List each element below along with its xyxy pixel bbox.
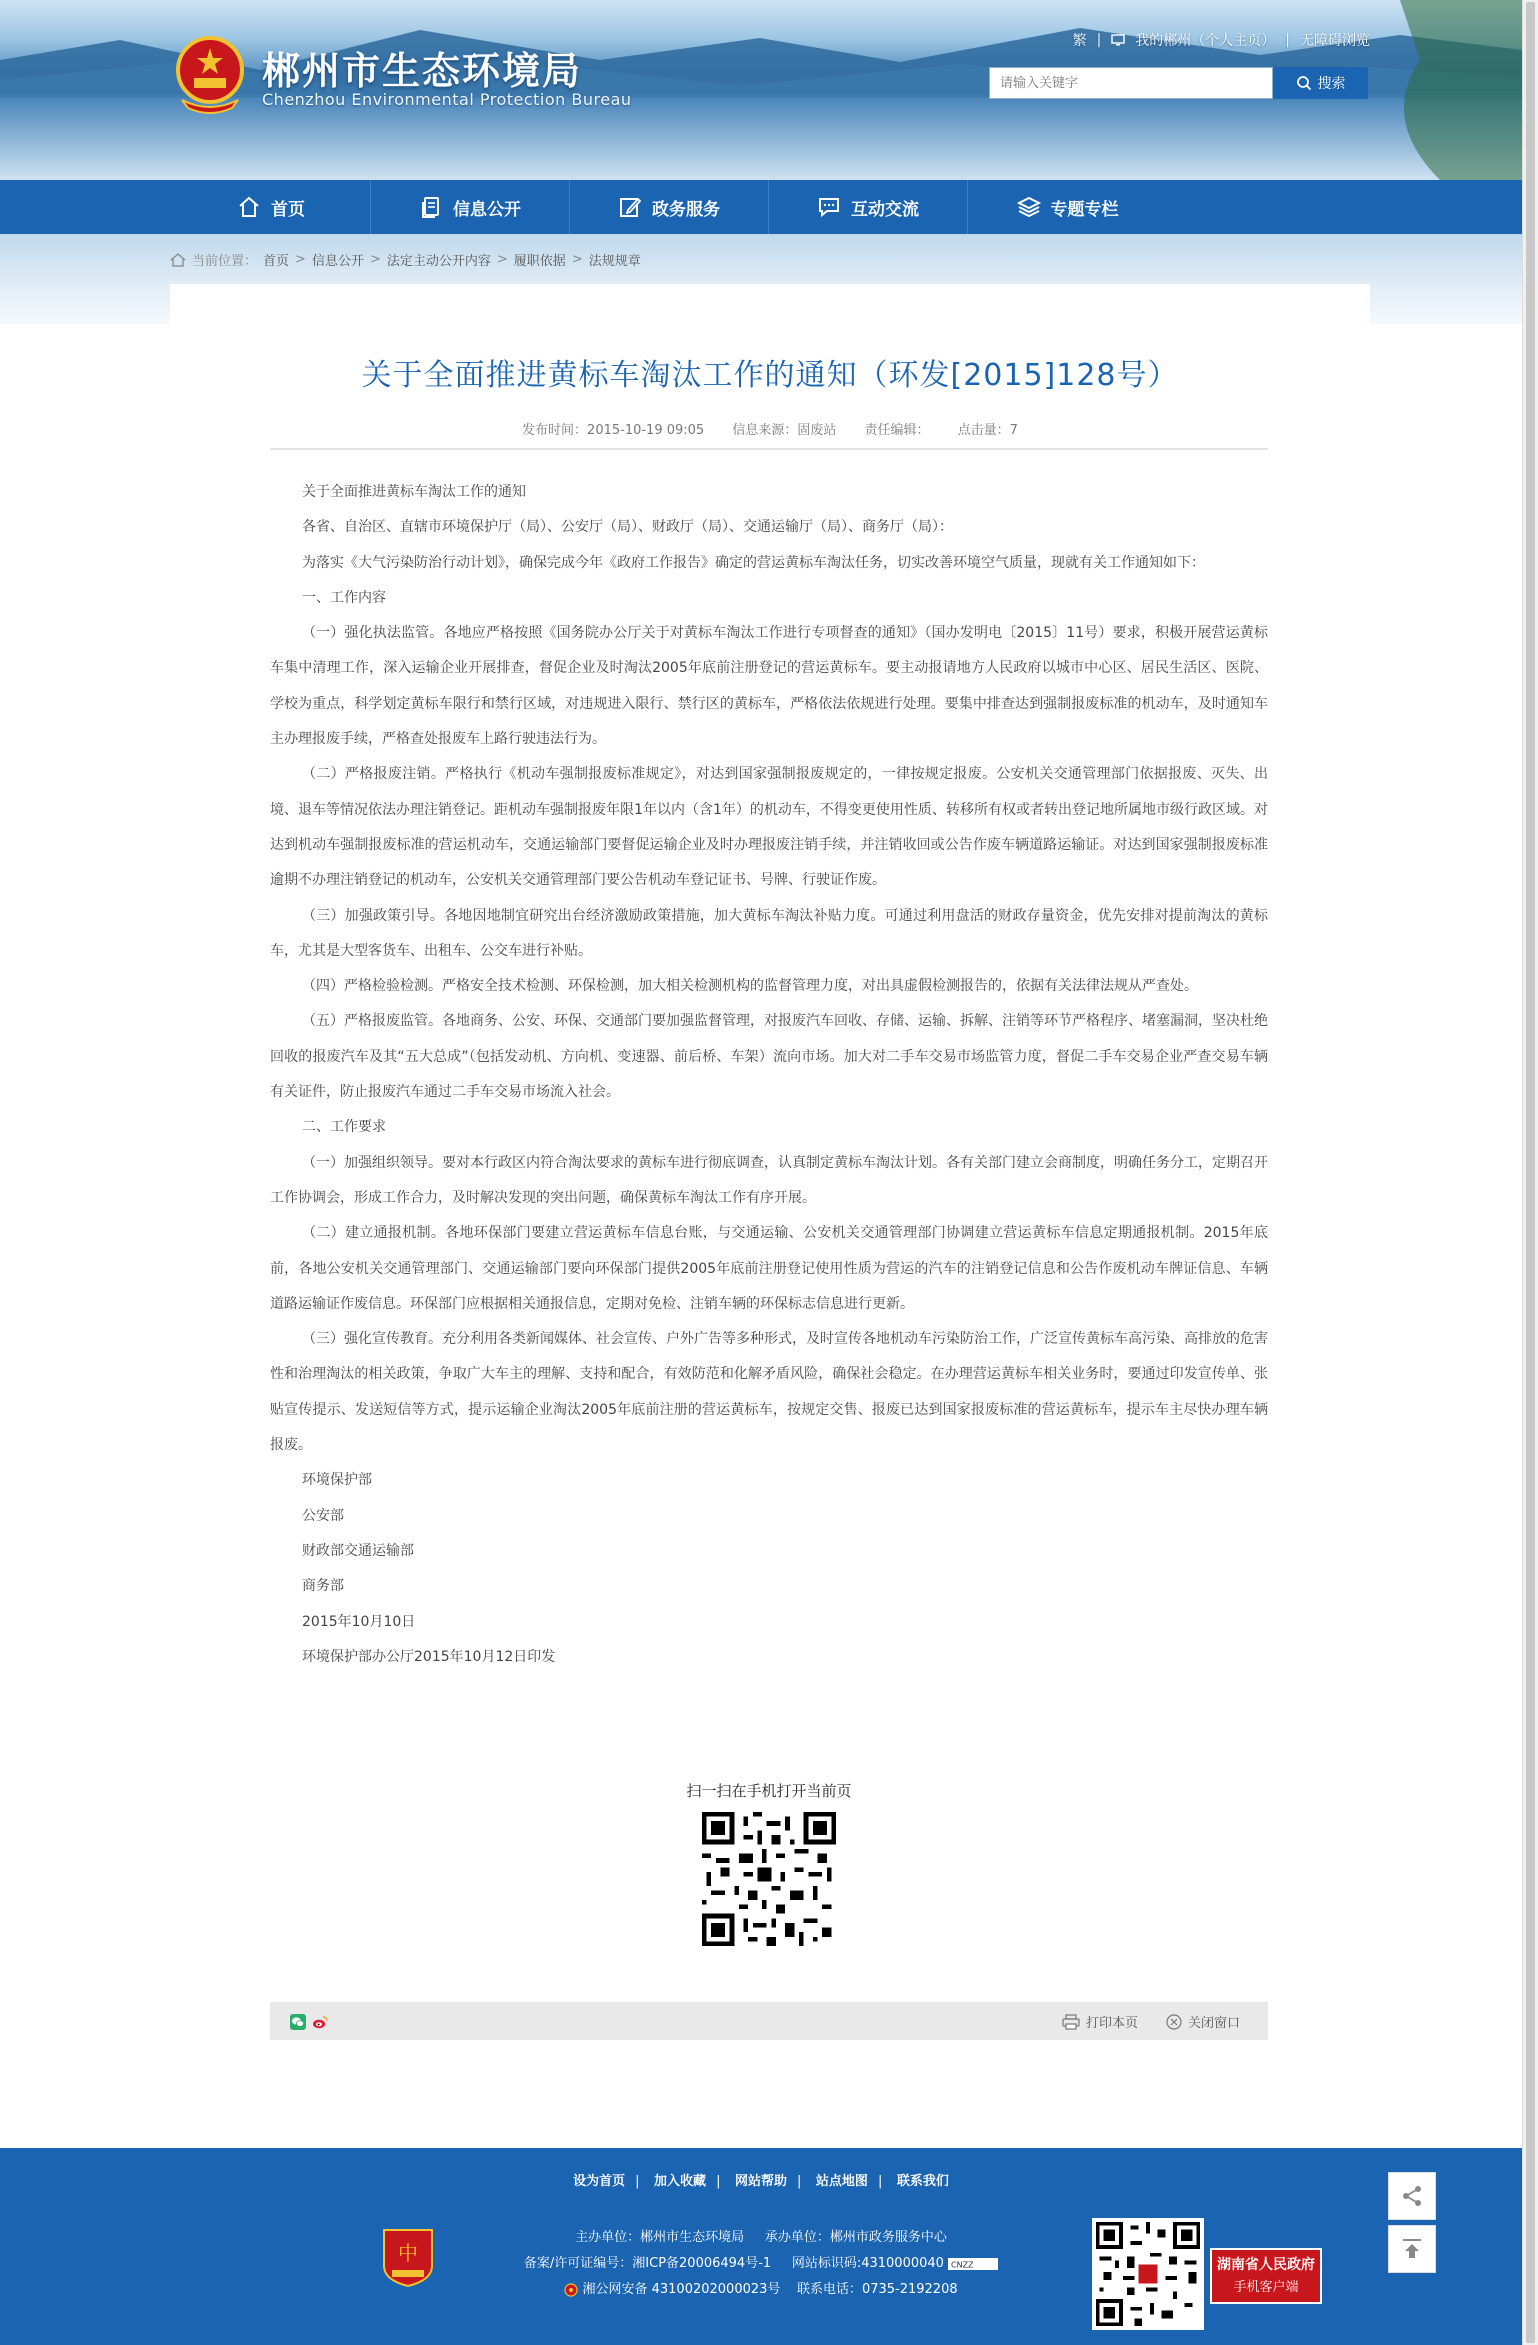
site-header [0,0,1522,180]
print-page-button[interactable] [1062,2012,1138,2031]
nav-item-label: 政务服务 [652,199,720,220]
article-paragraph: （一）加强组织领导。要对本行政区内符合淘汰要求的黄标车进行彻底调查，认真制定黄标车淘汰计划。各有关部门建立会商制度，明确任务分工，定期召开工作协调会，形成工作合力，及时解决发现的突出问题，确保黄标车淘汰工作有序开展。 [270,1154,1268,1206]
article-paragraph: 关于全面推进黄标车淘汰工作的通知 [302,484,526,500]
search-icon [1296,75,1312,91]
publish-time: 发布时间：2015-10-19 09:05 [522,423,705,438]
search-button-label: 搜索 [1317,76,1346,92]
cnzz-icon[interactable] [948,2258,998,2270]
article-paragraph: （二）严格报废注销。严格执行《机动车强制报废标准规定》，对达到国家强制报废规定的，一律按规定报废。公安机关交通管理部门依据报废、灭失、出境、退车等情况依法办理注销登记。距机动车强制报废年限1年以内（含1年）的机动车，不得变更使用性质、转移所有权或者转出登记地所属地市级行政区域。对达到机动车强制报废标准的营运机动车，交通运输部门要督促运输企业及时办理报废注销手续，并注销收回或公告作废车辆道路运输证。对达到国家强制报废标准逾期不办理注销登记的机动车，公安机关交通管理部门要公告机动车登记证书、号牌、行驶证作废。 [270,766,1268,889]
close-icon [1166,2014,1182,2030]
nav-item-special-topics[interactable] [968,180,1167,234]
article-paragraph: 一、工作内容 [302,589,386,606]
breadcrumb-item[interactable]: 信息公开 [311,254,364,269]
site-title: 郴州市生态环境局 [262,49,583,93]
share-icon [1399,2183,1425,2209]
footer-police: 湘公网安备 43100202000023号 [582,2282,781,2297]
arrow-up-icon [1399,2236,1425,2262]
gov-mobile-line1: 湖南省人民政府 [1217,2257,1315,2273]
nav-item-gov-services[interactable] [570,180,769,234]
national-emblem-icon [172,34,248,114]
article-paragraph: 商务部 [302,1578,344,1595]
wechat-share-icon[interactable] [290,2014,306,2030]
responsible-editor: 责任编辑： [864,423,930,438]
footer-links: 设为首页 | 加入收藏 | 网站帮助 | 站点地图 | 联系我们 [573,2174,949,2189]
main-nav [0,180,1522,234]
site-footer [0,2148,1522,2345]
search-button[interactable] [1273,67,1368,99]
share-toolbar [270,2002,1268,2040]
article-paragraph: 二、工作要求 [302,1119,386,1136]
article-paragraph: 各省、自治区、直辖市环境保护厅（局）、公安厅（局）、财政厅（局）、交通运输厅（局）、商务厅（局）： [302,519,953,536]
home-icon [237,195,261,219]
separator: | [1285,32,1290,48]
footer-link-help[interactable]: 网站帮助 [734,2174,787,2189]
article-paragraph: （三）加强政策引导。各地因地制宜研究出台经济激励政策措施，加大黄标车淘汰补贴力度。可通过利用盘活的财政存量资金，优先安排对提前淘汰的黄标车，尤其是大型客货车、出租车、公交车进行补贴。 [270,907,1268,959]
article-paragraph: （四）严格检验检测。严格安全技术检测、环保检测，加大相关检测机构的监督管理力度，对出具虚假检测报告的，依据有关法律法规从严查处。 [302,978,1198,995]
article-meta [270,419,1270,438]
footer-link-contact[interactable]: 联系我们 [896,2174,949,2189]
search-input[interactable] [989,67,1273,99]
my-chenzhou-link[interactable]: 我的郴州（个人主页） [1135,33,1276,49]
chat-icon [817,195,841,219]
footer-organizer: 承办单位：郴州市政务服务中心 [764,2230,947,2245]
breadcrumb-separator: > [496,252,508,267]
view-count: 点击量：7 [957,423,1018,438]
traditional-chinese-link[interactable]: 繁 [1072,33,1087,49]
info-source: 信息来源：固废站 [732,423,837,438]
article-paragraph: （三）强化宣传教育。充分利用各类新闻媒体、社会宣传、户外广告等多种形式，及时宣传各地机动车污染防治工作，广泛宣传黄标车高污染、高排放的危害性和治理淘汰的相关政策，争取广大车主的理解、支持和配合，有效防范和化解矛盾风险，确保社会稳定。在办理营运黄标车相关业务时，要通过印发宣传单、张贴宣传提示、发送短信等方式，提示运输企业淘汰2005年底前注册的营运黄标车，按规定交售、报废已达到国家报废标准的营运黄标车，提示车主尽快办理车辆报废。 [270,1331,1268,1454]
article-title: 关于全面推进黄标车淘汰工作的通知（环发[2015]128号） [361,358,1179,393]
breadcrumb [170,250,641,269]
footer-link-sitemap[interactable]: 站点地图 [815,2174,868,2189]
article-paragraph: 2015年10月10日 [302,1613,416,1630]
printer-icon [1062,2014,1080,2030]
share-button[interactable] [1388,2172,1436,2220]
title-divider [270,448,1268,450]
footer-phone: 联系电话：0735-2192208 [796,2282,958,2297]
qr-code-icon [702,1812,836,1946]
weibo-share-icon[interactable] [312,2014,328,2030]
footer-host: 主办单位：郴州市生态环境局 [575,2230,745,2245]
breadcrumb-item[interactable]: 履职依据 [513,254,566,269]
article-paragraph: 财政部交通运输部 [302,1542,414,1559]
article-paragraph: 公安部 [302,1507,344,1524]
breadcrumb-item[interactable]: 法规规章 [588,254,641,269]
footer-site-code: 网站标识码:4310000040 [791,2256,944,2271]
back-to-top-button[interactable] [1388,2225,1436,2273]
nav-item-info-disclosure[interactable] [371,180,570,234]
accessible-browse-link[interactable]: 无障碍浏览 [1300,33,1370,49]
article-paragraph: （二）建立通报机制。各地环保部门要建立营运黄标车信息台账，与交通运输、公安机关交通管理部门协调建立营运黄标车信息定期通报机制。2015年底前，各地公安机关交通管理部门、交通运输部门要向环保部门提供2005年底前注册登记使用性质为营运的汽车的注销登记信息和公告作废机动车牌证信息、车辆道路运输证作废信息。环保部门应根据相关通报信息，定期对免检、注销车辆的环保标志信息进行更新。 [270,1225,1268,1312]
svg-text:中: 中 [398,2241,418,2265]
home-icon [170,253,186,267]
footer-host-line [0,2226,1522,2245]
breadcrumb-item[interactable]: 法定主动公开内容 [386,254,491,269]
article-paragraph: （五）严格报废监管。各地商务、公安、环保、交通部门要加强监督管理，对报废汽车回收、存储、运输、拆解、注销等环节严格程序、堵塞漏洞，坚决杜绝回收的报废汽车及其“五大总成”（包括发动机、方向机、变速器、前后桥、车架）流向市场。加大对二手车交易市场监管力度，督促二手车交易企业严查交易车辆有关证件，防止报废汽车通过二手车交易市场流入社会。 [270,1013,1268,1101]
gov-mobile-line2: 手机客户端 [1233,2280,1299,2295]
breadcrumb-separator: > [571,252,583,267]
breadcrumb-separator: > [295,252,306,267]
footer-link-set-homepage[interactable]: 设为首页 [573,2174,626,2189]
close-window-button[interactable] [1166,2012,1240,2031]
monitor-icon [1111,34,1125,46]
scrollbar-thumb[interactable] [1526,2,1535,2343]
article-paragraph: （一）强化执法监管。各地应严格按照《国务院办公厅关于对黄标车淘汰工作进行专项督查的通知》（国办发明电〔2015〕11号）要求，积极开展营运黄标车集中清理工作，深入运输企业开展排查，督促企业及时淘汰2005年底前注册登记的营运黄标车。要主动报请地方人民政府以城市中心区、居民生活区、医院、学校为重点，科学划定黄标车限行和禁行区域，对违规进入限行、禁行区的黄标车，严格依法依规进行处理。要集中排查达到强制报废标准的机动车，及时通知车主办理报废手续，严格查处报废车上路行驶违法行为。 [270,625,1268,748]
nav-item-interaction[interactable] [769,180,968,234]
nav-item-label: 互动交流 [851,199,919,220]
site-subtitle: Chenzhou Environmental Protection Bureau [262,90,632,109]
article-paragraph: 为落实《大气污染防治行动计划》，确保完成今年《政府工作报告》确定的营运黄标车淘汰任务，切实改善环境空气质量，现就有关工作通知如下： [302,554,1205,571]
footer-qr-code-icon [1092,2218,1204,2330]
breadcrumb-prefix: 当前位置： [192,254,258,269]
qr-caption: 扫一扫在手机打开当前页 [686,1782,852,1800]
breadcrumb-separator: > [369,252,381,267]
nav-item-label: 信息公开 [453,199,521,220]
top-links [1073,30,1370,50]
hunan-gov-mobile-app-link[interactable] [1210,2248,1322,2304]
article-paragraph: 环境保护部 [302,1472,372,1489]
breadcrumb-item[interactable]: 首页 [263,254,290,269]
nav-item-label: 首页 [271,199,305,220]
edit-icon [618,195,642,219]
close-label: 关闭窗口 [1188,2016,1241,2031]
police-emblem-icon [564,2283,578,2297]
layers-icon [1017,195,1041,219]
print-label: 打印本页 [1086,2016,1139,2031]
svg-text:CNZZ: CNZZ [951,2260,974,2269]
scrollbar[interactable] [1522,0,1538,2345]
separator: | [1096,32,1102,48]
nav-item-label: 专题专栏 [1050,199,1119,220]
nav-item-home[interactable] [172,180,371,234]
document-icon [419,195,443,219]
footer-link-add-favorite[interactable]: 加入收藏 [654,2174,707,2189]
footer-icp: 备案/许可证编号：湘ICP备20006494号-1 [523,2256,772,2271]
article-content [270,475,1268,1675]
article-paragraph: 环境保护部办公厅2015年10月12日印发 [302,1648,556,1665]
